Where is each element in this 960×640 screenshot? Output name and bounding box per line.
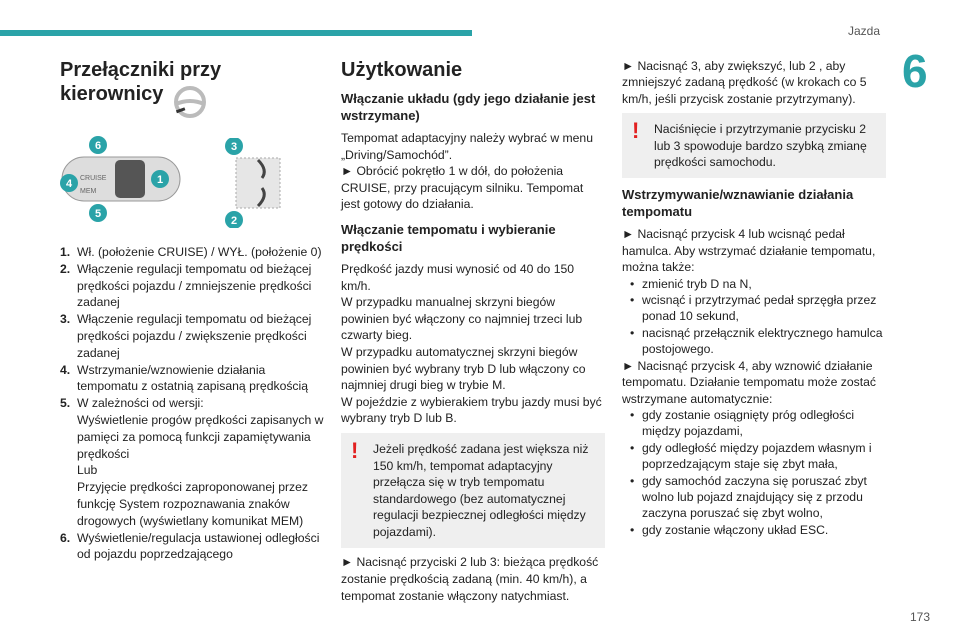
warning-note-right (622, 113, 886, 178)
list-item: • gdy odległość między pojazdem własnym i poprzedzającym staje się zbyt mała, (630, 440, 886, 473)
lever-label-cruise: CRUISE (80, 175, 107, 182)
legend-item: 1. Wł. (położenie CRUISE) / WYŁ. (położenie 0) (60, 245, 322, 259)
resume-list (622, 407, 886, 538)
middle-column (341, 58, 605, 604)
left-title: Przełączniki przy kierownicy (60, 59, 222, 105)
chapter-number: 6 (902, 45, 928, 97)
legend-item: 4. Wstrzymanie/wznowienie działania tempomatu z ostatnią zapisaną prędkością (60, 362, 309, 394)
cruise-lever-illustration (60, 135, 205, 225)
para-resume: ► Nacisnąć przycisk 4, aby wznowić działanie tempomatu. Działanie tempomatu może zostać wstrzymane automatycznie: (622, 358, 877, 406)
legend-item: 6. Wyświetlenie/regulacja ustawionej odległości od pojazdu poprzedzającego (60, 530, 320, 562)
heading-speed: Włączanie tempomatu i wybieranie prędkości (341, 221, 556, 254)
right-column (622, 58, 886, 538)
legend-list (60, 244, 328, 563)
warning-note (341, 433, 605, 549)
legend-item: 5. W zależności od wersji: Wyświetlenie progów prędkości zapisanych w pamięci za pomocą funkcji zapamiętywania prędkości Lub Przyjęcie prędkości zaproponowanej przez funkcję System rozpoznawania znaków drogowych (wyświetlany komunikat MEM) (60, 396, 324, 528)
header-accent-bar (0, 30, 472, 36)
legend-list-container (60, 244, 328, 563)
para-adjust: ► Nacisnąć 3, aby zwiększyć, lub 2 , aby zmniejszyć zadaną prędkość (w krokach co 5 km/h, jeśli przycisk zostanie przytrzymany). (622, 59, 867, 106)
callout-5: 5 (94, 208, 102, 220)
list-item: • gdy zostanie osiągnięty próg odległości między pojazdami, (630, 407, 886, 440)
heading-pause: Wstrzymywanie/wznawianie działania tempomatu (622, 187, 854, 220)
warning-note-right-text: Naciśnięcie i przytrzymanie przycisku 2 lub 3 spowoduje bardzo szybką zmianę prędkości samochodu. (654, 122, 867, 170)
page-number: 173 (910, 610, 931, 624)
warning-icon: ! (351, 437, 359, 463)
warning-icon: ! (632, 118, 640, 144)
para-press: ► Nacisnąć przyciski 2 lub 3: bieżąca prędkość zostanie prędkością zadaną (min. 40 km/h), a tempomat zostanie włączony natychmiast. (341, 555, 599, 603)
lever-label-mem: MEM (80, 188, 97, 195)
legend-item: 3. Włączenie regulacji tempomatu od bieżącej prędkości pojazdu / zwiększenie prędkości zadanej (60, 312, 312, 360)
callout-1: 1 (156, 174, 164, 186)
callout-3: 3 (230, 141, 238, 153)
heading-start: Włączanie układu (gdy jego działanie jest wstrzymane) (341, 91, 596, 123)
section-title: Jazda (848, 24, 881, 38)
para-pause: ► Nacisnąć przycisk 4 lub wcisnąć pedał hamulca. Aby wstrzymać działanie tempomatu, można także: (622, 227, 876, 275)
list-item: • zmienić tryb D na N, (630, 276, 886, 292)
list-item: • wcisnąć i przytrzymać pedał sprzęgła przez ponad 10 sekund, (630, 292, 886, 325)
list-item: • gdy zostanie włączony układ ESC. (630, 522, 886, 538)
warning-note-text: Jeżeli prędkość zadana jest większa niż 150 km/h, tempomat adaptacyjny przełącza się w tryb tempomatu standardowego (bez automatycznej regulacji bezpiecznej odległości między pojazdami). (373, 441, 589, 539)
para-speed: Prędkość jazdy musi wynosić od 40 do 150 km/h. W przypadku manualnej skrzyni biegów powinien być włączony co najmniej trzeci lub czwarty bieg. W przypadku automatycznej skrzyni biegów powinien być wybrany tryb D lub włączony co najmniej drugi bieg w trybie M. W pojeździe z wybierakiem trybu jazdy musi być wybrany tryb D lub B. (341, 261, 602, 426)
legend-item: 2. Włączenie regulacji tempomatu od bieżącej prędkości pojazdu / zmniejszenie prędkości zadanej (60, 261, 312, 310)
callout-4: 4 (65, 178, 73, 190)
cruise-buttons-illustration (222, 138, 282, 228)
callout-2: 2 (230, 215, 238, 227)
list-item: • gdy samochód zaczyna się poruszać zbyt wolno lub pojazd znajdujący się z przodu zaczyna poruszać się zbyt wolno, (630, 473, 886, 522)
para-start: Tempomat adaptacyjny należy wybrać w menu „Driving/Samochód”. ► Obrócić pokrętło 1 w dół, do położenia CRUISE, przy pracującym silniku. Tempomat jest gotowy do działania. (341, 131, 593, 212)
list-item: • nacisnąć przełącznik elektrycznego hamulca postojowego. (630, 325, 886, 358)
callout-6: 6 (94, 140, 102, 152)
steering-wheel-icon (170, 86, 210, 120)
pause-list (622, 276, 886, 358)
middle-title: Użytkowanie (341, 59, 463, 81)
